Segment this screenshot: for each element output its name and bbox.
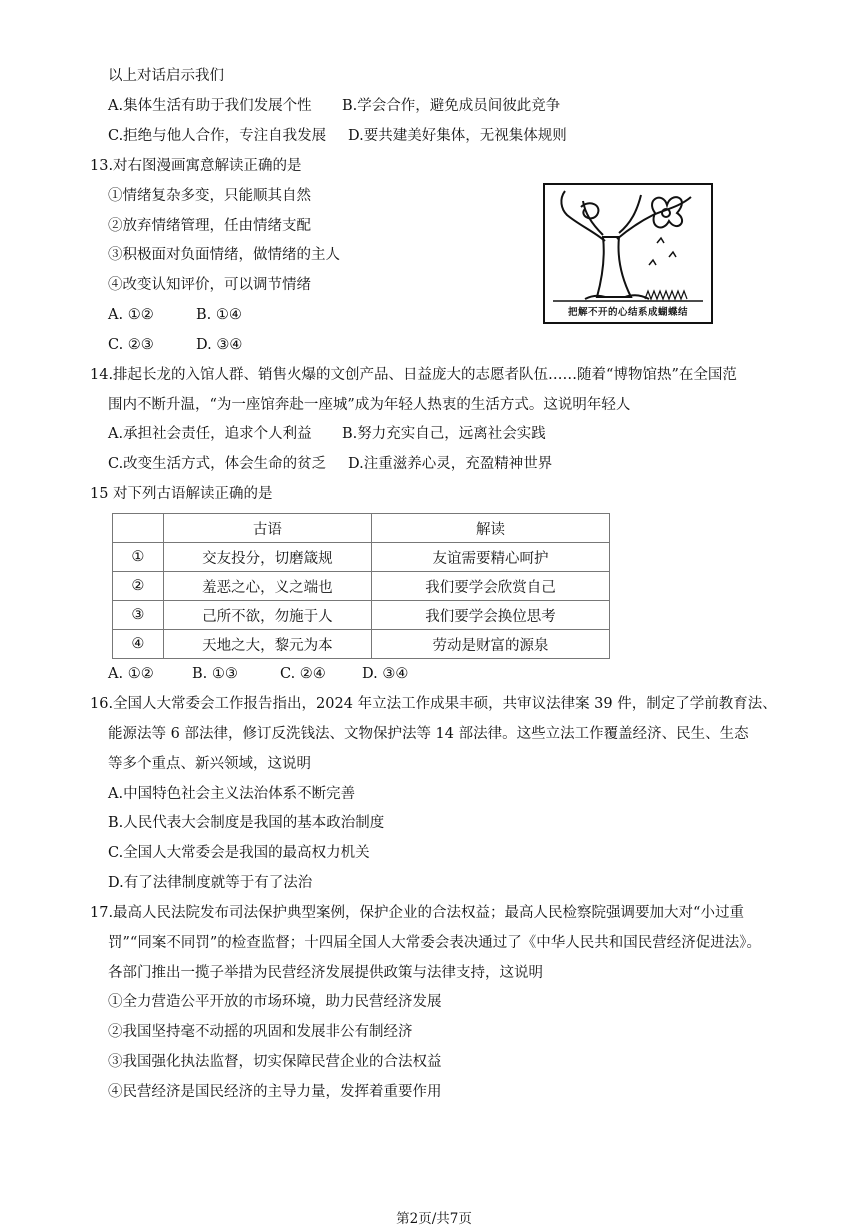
q14-option-a: A.承担社会责任，追求个人利益 bbox=[108, 426, 312, 442]
q12-option-b: B.学会合作，避免成员间彼此竞争 bbox=[342, 98, 561, 114]
q13-stem: 13.对右图漫画寓意解读正确的是 bbox=[90, 158, 302, 174]
q17-stem-line2: 罚”“同案不同罚”的检查监督；十四届全国人大常委会表决通过了《中华人民共和国民营经济促进法》。 bbox=[108, 935, 761, 951]
q13-item-4: ④改变认知评价，可以调节情绪 bbox=[108, 277, 311, 293]
table-row bbox=[113, 630, 610, 659]
row-saying: 己所不欲，勿施于人 bbox=[163, 601, 371, 630]
page-number-footer: 第2页/共7页 bbox=[396, 1211, 472, 1227]
table-row bbox=[113, 601, 610, 630]
q12-option-d: D.要共建美好集体，无视集体规则 bbox=[348, 128, 567, 144]
comic-caption: 把解不开的心结系成蝴蝶结 bbox=[567, 307, 688, 318]
q17-item-1: ①全力营造公平开放的市场环境，助力民营经济发展 bbox=[108, 994, 442, 1010]
q14-stem-line2: 围内不断升温，“为一座馆奔赴一座城”成为年轻人热衷的生活方式。这说明年轻人 bbox=[108, 397, 631, 413]
row-interpretation: 我们要学会换位思考 bbox=[372, 601, 610, 630]
tree-with-bow-drawing bbox=[545, 185, 711, 322]
q13-item-1: ①情绪复杂多变，只能顺其自然 bbox=[108, 188, 311, 204]
q17-stem-line1: 17.最高人民法院发布司法保护典型案例，保护企业的合法权益；最高人民检察院强调要加大对“小过重 bbox=[90, 905, 744, 921]
row-saying: 天地之大，黎元为本 bbox=[163, 630, 371, 659]
table-header-row bbox=[113, 514, 610, 543]
row-index: ③ bbox=[113, 601, 164, 630]
table-header-index bbox=[113, 514, 164, 543]
ancient-sayings-table bbox=[112, 513, 610, 659]
q13-option-c: C. ②③ bbox=[108, 337, 154, 353]
q15-option-d: D. ③④ bbox=[362, 666, 409, 682]
q15-stem: 15 对下列古语解读正确的是 bbox=[90, 486, 273, 502]
q16-option-d: D.有了法律制度就等于有了法治 bbox=[108, 875, 313, 891]
q13-option-a: A. ①② bbox=[108, 307, 154, 323]
row-interpretation: 劳动是财富的源泉 bbox=[372, 630, 610, 659]
q12-option-c: C.拒绝与他人合作，专注自我发展 bbox=[108, 128, 327, 144]
q16-stem-line1: 16.全国人大常委会工作报告指出，2024 年立法工作成果丰硕，共审议法律案 39 件，制定了学前教育法、 bbox=[90, 696, 777, 712]
row-saying: 羞恶之心，义之端也 bbox=[163, 572, 371, 601]
comic-illustration bbox=[543, 183, 713, 324]
q17-item-4: ④民营经济是国民经济的主导力量，发挥着重要作用 bbox=[108, 1084, 442, 1100]
q14-stem-line1: 14.排起长龙的入馆人群、销售火爆的文创产品、日益庞大的志愿者队伍……随着“博物馆热”在全国范 bbox=[90, 367, 737, 383]
q15-option-a: A. ①② bbox=[108, 666, 154, 682]
q17-item-3: ③我国强化执法监督，切实保障民营企业的合法权益 bbox=[108, 1054, 442, 1070]
q16-stem-line3: 等多个重点、新兴领域，这说明 bbox=[108, 756, 311, 772]
q16-option-c: C.全国人大常委会是我国的最高权力机关 bbox=[108, 845, 370, 861]
row-saying: 交友投分，切磨箴规 bbox=[163, 543, 371, 572]
table-row bbox=[113, 572, 610, 601]
table-header-interpretation: 解读 bbox=[372, 514, 610, 543]
q16-stem-line2: 能源法等 6 部法律，修订反洗钱法、文物保护法等 14 部法律。这些立法工作覆盖经济、民生、生态 bbox=[108, 726, 749, 742]
table-header-saying: 古语 bbox=[163, 514, 371, 543]
table-row bbox=[113, 543, 610, 572]
q15-option-c: C. ②④ bbox=[280, 666, 326, 682]
q15-option-b: B. ①③ bbox=[192, 666, 238, 682]
q16-option-a: A.中国特色社会主义法治体系不断完善 bbox=[108, 786, 356, 802]
row-index: ② bbox=[113, 572, 164, 601]
q13-item-3: ③积极面对负面情绪，做情绪的主人 bbox=[108, 247, 340, 263]
q16-option-b: B.人民代表大会制度是我国的基本政治制度 bbox=[108, 815, 385, 831]
q14-option-c: C.改变生活方式，体会生命的贫乏 bbox=[108, 456, 327, 472]
q12-option-a: A.集体生活有助于我们发展个性 bbox=[108, 98, 312, 114]
row-interpretation: 友谊需要精心呵护 bbox=[372, 543, 610, 572]
row-index: ① bbox=[113, 543, 164, 572]
q17-item-2: ②我国坚持毫不动摇的巩固和发展非公有制经济 bbox=[108, 1024, 413, 1040]
q14-option-d: D.注重滋养心灵，充盈精神世界 bbox=[348, 456, 553, 472]
q17-stem-line3: 各部门推出一揽子举措为民营经济发展提供政策与法律支持，这说明 bbox=[108, 965, 543, 981]
q13-option-d: D. ③④ bbox=[196, 337, 243, 353]
q14-option-b: B.努力充实自己，远离社会实践 bbox=[342, 426, 546, 442]
row-interpretation: 我们要学会欣赏自己 bbox=[372, 572, 610, 601]
row-index: ④ bbox=[113, 630, 164, 659]
q13-item-2: ②放弃情绪管理，任由情绪支配 bbox=[108, 218, 311, 234]
q13-option-b: B. ①④ bbox=[196, 307, 242, 323]
q12-tail: 以上对话启示我们 bbox=[108, 68, 224, 84]
